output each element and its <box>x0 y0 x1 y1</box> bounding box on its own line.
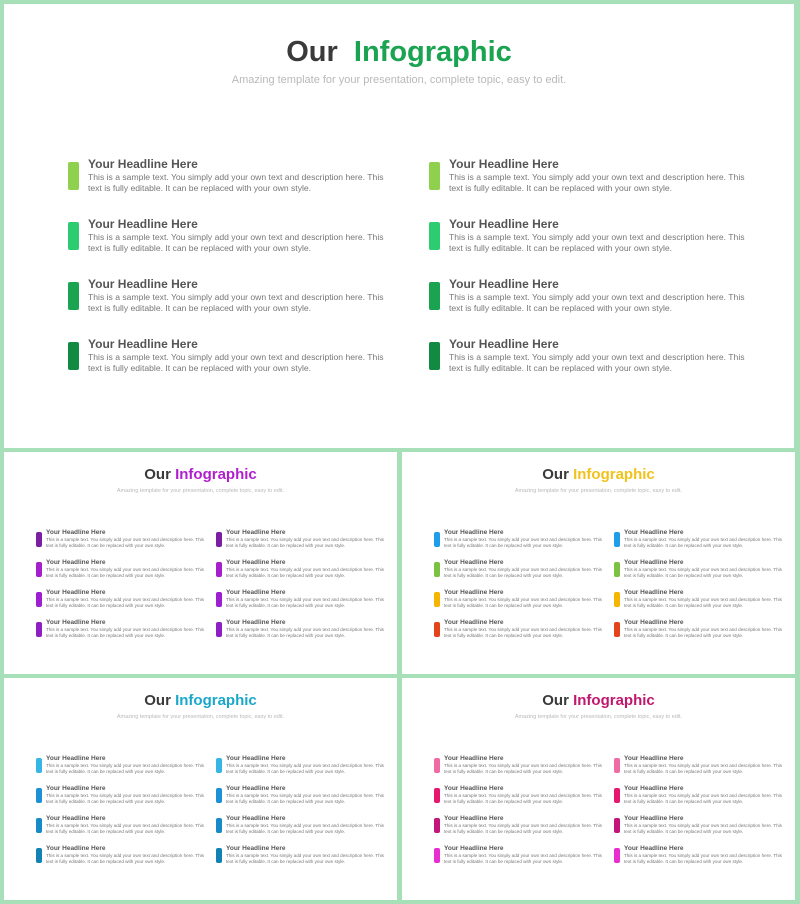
item-headline: Your Headline Here <box>46 619 106 626</box>
desc-line: text is fully editable. It can be replaced with your own style. <box>449 363 673 373</box>
desc-line: text is fully editable. It can be replaced with your own style. <box>88 303 312 313</box>
item-description <box>444 763 602 775</box>
item-color-bar <box>36 818 42 833</box>
desc-line: text is fully editable. It can be replaced with your own style. <box>46 859 166 864</box>
item-headline: Your Headline Here <box>88 217 198 231</box>
item-color-bar <box>216 758 222 773</box>
desc-line: text is fully editable. It can be replaced with your own style. <box>46 633 166 638</box>
item-description <box>449 232 745 254</box>
desc-line: This is a sample text. You simply add your own text and description here. This <box>226 853 384 858</box>
desc-line: text is fully editable. It can be replaced with your own style. <box>624 573 744 578</box>
slide-subtitle: Amazing template for your presentation, complete topic, easy to edit. <box>116 714 285 720</box>
item-description <box>226 537 384 549</box>
item-description <box>444 537 602 549</box>
desc-line: This is a sample text. You simply add your own text and description here. This <box>46 823 204 828</box>
desc-line: text is fully editable. It can be replaced with your own style. <box>444 829 564 834</box>
desc-line: This is a sample text. You simply add your own text and description here. This <box>46 597 204 602</box>
item-color-bar <box>434 562 440 577</box>
desc-line: This is a sample text. You simply add your own text and description here. This <box>226 793 384 798</box>
item-color-bar <box>614 758 620 773</box>
desc-line: This is a sample text. You simply add your own text and description here. This <box>449 292 745 302</box>
item-headline: Your Headline Here <box>624 529 684 536</box>
item-headline: Your Headline Here <box>624 589 684 596</box>
desc-line: text is fully editable. It can be replaced with your own style. <box>46 573 166 578</box>
item-color-bar <box>36 848 42 863</box>
desc-line: text is fully editable. It can be replaced with your own style. <box>624 603 744 608</box>
item-description <box>444 567 602 579</box>
item-headline: Your Headline Here <box>444 785 504 792</box>
desc-line: text is fully editable. It can be replaced with your own style. <box>226 829 346 834</box>
desc-line: This is a sample text. You simply add your own text and description here. This <box>624 793 782 798</box>
desc-line: This is a sample text. You simply add your own text and description here. This <box>226 537 384 542</box>
slide-3[interactable] <box>402 452 795 674</box>
item-description <box>444 853 602 865</box>
desc-line: This is a sample text. You simply add your own text and description here. This <box>226 567 384 572</box>
item-headline: Your Headline Here <box>226 815 286 822</box>
slide-title <box>4 466 397 483</box>
item-headline: Your Headline Here <box>444 559 504 566</box>
item-description <box>226 627 384 639</box>
desc-line: text is fully editable. It can be replaced with your own style. <box>88 363 312 373</box>
item-headline: Your Headline Here <box>444 589 504 596</box>
item-description <box>46 853 204 865</box>
title-word-our: Our <box>144 692 171 709</box>
item-description <box>444 793 602 805</box>
slide-2[interactable] <box>4 452 397 674</box>
desc-line: text is fully editable. It can be replaced with your own style. <box>226 573 346 578</box>
desc-line: This is a sample text. You simply add your own text and description here. This <box>88 172 384 182</box>
item-description <box>226 853 384 865</box>
item-color-bar <box>614 532 620 547</box>
item-color-bar <box>36 532 42 547</box>
item-color-bar <box>614 622 620 637</box>
item-color-bar <box>216 818 222 833</box>
desc-line: This is a sample text. You simply add your own text and description here. This <box>444 597 602 602</box>
desc-line: text is fully editable. It can be replaced with your own style. <box>46 769 166 774</box>
item-description <box>46 627 204 639</box>
desc-line: text is fully editable. It can be replaced with your own style. <box>46 603 166 608</box>
desc-line: text is fully editable. It can be replaced with your own style. <box>46 829 166 834</box>
item-description <box>624 567 782 579</box>
item-color-bar <box>36 592 42 607</box>
desc-line: This is a sample text. You simply add your own text and description here. This <box>624 853 782 858</box>
desc-line: text is fully editable. It can be replaced with your own style. <box>444 543 564 548</box>
desc-line: This is a sample text. You simply add your own text and description here. This <box>449 352 745 362</box>
item-color-bar <box>216 592 222 607</box>
item-description <box>449 292 745 314</box>
item-color-bar <box>434 532 440 547</box>
desc-line: This is a sample text. You simply add your own text and description here. This <box>46 567 204 572</box>
item-headline: Your Headline Here <box>88 157 198 171</box>
item-headline: Your Headline Here <box>444 529 504 536</box>
item-headline: Your Headline Here <box>46 845 106 852</box>
item-color-bar <box>614 788 620 803</box>
item-color-bar <box>68 222 79 250</box>
item-color-bar <box>216 622 222 637</box>
item-color-bar <box>614 562 620 577</box>
item-color-bar <box>429 162 440 190</box>
item-description <box>88 352 384 374</box>
desc-line: This is a sample text. You simply add your own text and description here. This <box>624 597 782 602</box>
slide-1[interactable] <box>4 4 794 448</box>
desc-line: text is fully editable. It can be replaced with your own style. <box>624 633 744 638</box>
desc-line: This is a sample text. You simply add your own text and description here. This <box>444 793 602 798</box>
item-headline: Your Headline Here <box>226 755 286 762</box>
slide-subtitle: Amazing template for your presentation, complete topic, easy to edit. <box>116 488 285 494</box>
desc-line: This is a sample text. You simply add your own text and description here. This <box>88 292 384 302</box>
desc-line: This is a sample text. You simply add your own text and description here. This <box>449 172 745 182</box>
item-color-bar <box>216 788 222 803</box>
item-headline: Your Headline Here <box>88 337 198 351</box>
desc-line: This is a sample text. You simply add your own text and description here. This <box>444 823 602 828</box>
item-headline: Your Headline Here <box>88 277 198 291</box>
item-color-bar <box>68 342 79 370</box>
desc-line: text is fully editable. It can be replaced with your own style. <box>624 543 744 548</box>
item-description <box>624 823 782 835</box>
item-headline: Your Headline Here <box>46 589 106 596</box>
desc-line: text is fully editable. It can be replaced with your own style. <box>46 799 166 804</box>
desc-line: text is fully editable. It can be replaced with your own style. <box>46 543 166 548</box>
item-color-bar <box>68 282 79 310</box>
item-description <box>88 292 384 314</box>
item-color-bar <box>429 342 440 370</box>
item-headline: Your Headline Here <box>226 845 286 852</box>
title-word-infographic: Infographic <box>573 466 655 483</box>
item-description <box>46 597 204 609</box>
item-description <box>624 853 782 865</box>
item-headline: Your Headline Here <box>444 845 504 852</box>
title-word-our: Our <box>286 36 338 68</box>
item-headline: Your Headline Here <box>226 529 286 536</box>
item-headline: Your Headline Here <box>449 337 559 351</box>
item-color-bar <box>434 622 440 637</box>
item-description <box>46 823 204 835</box>
desc-line: text is fully editable. It can be replaced with your own style. <box>449 243 673 253</box>
item-description <box>226 823 384 835</box>
desc-line: This is a sample text. You simply add your own text and description here. This <box>46 627 204 632</box>
title-word-our: Our <box>542 692 569 709</box>
title-word-our: Our <box>542 466 569 483</box>
item-color-bar <box>614 592 620 607</box>
desc-line: text is fully editable. It can be replaced with your own style. <box>226 603 346 608</box>
item-headline: Your Headline Here <box>46 815 106 822</box>
item-color-bar <box>434 788 440 803</box>
desc-line: This is a sample text. You simply add your own text and description here. This <box>444 853 602 858</box>
item-color-bar <box>68 162 79 190</box>
item-description <box>444 597 602 609</box>
desc-line: This is a sample text. You simply add your own text and description here. This <box>46 763 204 768</box>
desc-line: This is a sample text. You simply add your own text and description here. This <box>449 232 745 242</box>
item-color-bar <box>434 758 440 773</box>
item-color-bar <box>434 592 440 607</box>
desc-line: This is a sample text. You simply add your own text and description here. This <box>226 597 384 602</box>
item-headline: Your Headline Here <box>444 755 504 762</box>
title-word-infographic: Infographic <box>353 36 512 68</box>
slide-title <box>402 692 795 709</box>
item-headline: Your Headline Here <box>226 619 286 626</box>
item-headline: Your Headline Here <box>444 619 504 626</box>
item-description <box>624 793 782 805</box>
title-word-infographic: Infographic <box>573 692 655 709</box>
desc-line: This is a sample text. You simply add your own text and description here. This <box>624 627 782 632</box>
item-headline: Your Headline Here <box>226 589 286 596</box>
item-headline: Your Headline Here <box>444 815 504 822</box>
desc-line: text is fully editable. It can be replaced with your own style. <box>624 799 744 804</box>
item-headline: Your Headline Here <box>46 755 106 762</box>
item-description <box>226 567 384 579</box>
item-description <box>226 597 384 609</box>
item-description <box>226 763 384 775</box>
desc-line: text is fully editable. It can be replaced with your own style. <box>624 859 744 864</box>
slide-subtitle: Amazing template for your presentation, complete topic, easy to edit. <box>514 714 683 720</box>
item-color-bar <box>614 848 620 863</box>
desc-line: This is a sample text. You simply add your own text and description here. This <box>226 763 384 768</box>
item-headline: Your Headline Here <box>624 785 684 792</box>
item-color-bar <box>614 818 620 833</box>
item-description <box>449 352 745 374</box>
desc-line: text is fully editable. It can be replaced with your own style. <box>226 799 346 804</box>
desc-line: text is fully editable. It can be replaced with your own style. <box>88 243 312 253</box>
desc-line: text is fully editable. It can be replaced with your own style. <box>226 633 346 638</box>
item-description <box>46 763 204 775</box>
desc-line: This is a sample text. You simply add your own text and description here. This <box>444 627 602 632</box>
desc-line: This is a sample text. You simply add your own text and description here. This <box>88 352 384 362</box>
desc-line: text is fully editable. It can be replaced with your own style. <box>444 859 564 864</box>
desc-line: This is a sample text. You simply add your own text and description here. This <box>226 823 384 828</box>
desc-line: text is fully editable. It can be replaced with your own style. <box>444 769 564 774</box>
slide-subtitle: Amazing template for your presentation, complete topic, easy to edit. <box>231 74 567 86</box>
item-color-bar <box>36 758 42 773</box>
slide-5[interactable] <box>402 678 795 900</box>
desc-line: text is fully editable. It can be replaced with your own style. <box>624 769 744 774</box>
item-headline: Your Headline Here <box>226 559 286 566</box>
item-color-bar <box>36 562 42 577</box>
item-description <box>88 232 384 254</box>
item-headline: Your Headline Here <box>46 529 106 536</box>
desc-line: This is a sample text. You simply add your own text and description here. This <box>46 537 204 542</box>
title-word-our: Our <box>144 466 171 483</box>
item-description <box>444 627 602 639</box>
item-color-bar <box>216 562 222 577</box>
desc-line: text is fully editable. It can be replaced with your own style. <box>624 829 744 834</box>
item-headline: Your Headline Here <box>46 785 106 792</box>
item-description <box>624 763 782 775</box>
item-color-bar <box>216 532 222 547</box>
item-description <box>624 597 782 609</box>
desc-line: text is fully editable. It can be replaced with your own style. <box>444 603 564 608</box>
item-description <box>88 172 384 194</box>
desc-line: This is a sample text. You simply add your own text and description here. This <box>444 537 602 542</box>
item-color-bar <box>434 848 440 863</box>
desc-line: This is a sample text. You simply add your own text and description here. This <box>624 823 782 828</box>
item-headline: Your Headline Here <box>226 785 286 792</box>
item-color-bar <box>36 622 42 637</box>
item-headline: Your Headline Here <box>624 619 684 626</box>
item-headline: Your Headline Here <box>449 157 559 171</box>
desc-line: This is a sample text. You simply add your own text and description here. This <box>46 853 204 858</box>
slide-title <box>4 692 397 709</box>
desc-line: text is fully editable. It can be replaced with your own style. <box>226 859 346 864</box>
desc-line: This is a sample text. You simply add your own text and description here. This <box>444 763 602 768</box>
desc-line: text is fully editable. It can be replaced with your own style. <box>444 573 564 578</box>
slide-title <box>402 466 795 483</box>
desc-line: text is fully editable. It can be replaced with your own style. <box>449 303 673 313</box>
item-description <box>46 567 204 579</box>
desc-line: text is fully editable. It can be replaced with your own style. <box>444 799 564 804</box>
desc-line: This is a sample text. You simply add your own text and description here. This <box>226 627 384 632</box>
item-headline: Your Headline Here <box>449 277 559 291</box>
desc-line: text is fully editable. It can be replaced with your own style. <box>226 543 346 548</box>
desc-line: This is a sample text. You simply add your own text and description here. This <box>624 537 782 542</box>
item-color-bar <box>429 282 440 310</box>
slide-subtitle: Amazing template for your presentation, complete topic, easy to edit. <box>514 488 683 494</box>
item-description <box>624 537 782 549</box>
item-color-bar <box>216 848 222 863</box>
item-color-bar <box>429 222 440 250</box>
desc-line: This is a sample text. You simply add your own text and description here. This <box>46 793 204 798</box>
desc-line: text is fully editable. It can be replaced with your own style. <box>226 769 346 774</box>
item-description <box>226 793 384 805</box>
item-description <box>444 823 602 835</box>
item-headline: Your Headline Here <box>624 755 684 762</box>
desc-line: text is fully editable. It can be replaced with your own style. <box>449 183 673 193</box>
title-word-infographic: Infographic <box>175 692 257 709</box>
item-headline: Your Headline Here <box>624 815 684 822</box>
desc-line: text is fully editable. It can be replaced with your own style. <box>88 183 312 193</box>
item-description <box>624 627 782 639</box>
desc-line: This is a sample text. You simply add your own text and description here. This <box>624 567 782 572</box>
item-headline: Your Headline Here <box>449 217 559 231</box>
desc-line: This is a sample text. You simply add your own text and description here. This <box>624 763 782 768</box>
title-word-infographic: Infographic <box>175 466 257 483</box>
item-description <box>46 793 204 805</box>
slide-4[interactable] <box>4 678 397 900</box>
desc-line: This is a sample text. You simply add your own text and description here. This <box>444 567 602 572</box>
item-color-bar <box>434 818 440 833</box>
item-color-bar <box>36 788 42 803</box>
item-description <box>46 537 204 549</box>
item-description <box>449 172 745 194</box>
item-headline: Your Headline Here <box>624 559 684 566</box>
desc-line: text is fully editable. It can be replaced with your own style. <box>444 633 564 638</box>
desc-line: This is a sample text. You simply add your own text and description here. This <box>88 232 384 242</box>
slide-title <box>4 36 794 69</box>
item-headline: Your Headline Here <box>46 559 106 566</box>
item-headline: Your Headline Here <box>624 845 684 852</box>
